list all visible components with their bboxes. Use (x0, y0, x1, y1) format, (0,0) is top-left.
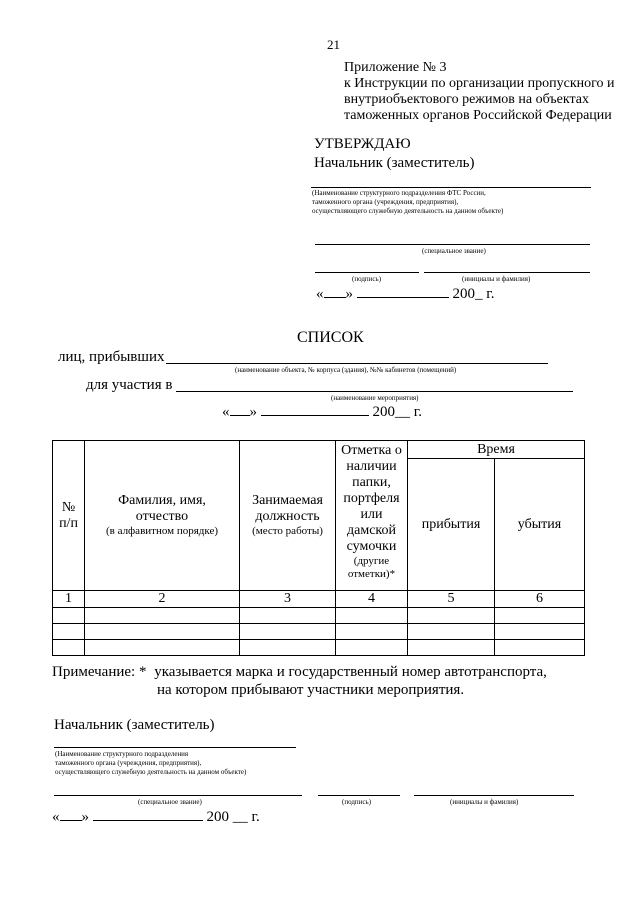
event-label: для участия в (86, 377, 173, 393)
footer-date: « » 200 __ г. (52, 809, 260, 825)
table-row (53, 640, 585, 656)
month-blank (357, 285, 449, 298)
org-line (311, 187, 591, 188)
org-hint (55, 750, 246, 777)
header-arrival: прибытия (408, 459, 495, 591)
header-time: Время (408, 441, 585, 459)
org-line (54, 747, 296, 748)
name-line (414, 795, 574, 796)
org-hint-line: осуществляющего служебную деятельность на данном объекте) (55, 768, 247, 776)
list-date: « » 200__ г. (222, 404, 422, 420)
object-line (166, 363, 548, 364)
name-hint: (инициалы и фамилия) (462, 275, 531, 283)
org-hint-line: (Наименование структурного подразделения (55, 750, 189, 758)
appendix-line: таможенных органов Российской Федерации (344, 108, 612, 123)
table-row (53, 591, 585, 608)
note-text: на котором прибывают участники мероприятия. (157, 682, 465, 698)
appendix-header (344, 60, 615, 124)
sign-hint: (подпись) (342, 798, 372, 806)
month-blank (93, 808, 203, 821)
table-row (53, 624, 585, 640)
header-name: Фамилия, имя, отчество (в алфавитном порядке) (85, 441, 240, 591)
sign-hint: (подпись) (352, 275, 382, 283)
col-number: 6 (495, 591, 585, 608)
note-label: Примечание: * (52, 664, 147, 680)
col-number: 3 (240, 591, 336, 608)
rank-line (54, 795, 302, 796)
org-hint-line: таможенного органа (учреждения, предприятия), (55, 759, 202, 767)
col-number: 1 (53, 591, 85, 608)
participants-table (52, 440, 585, 656)
approve-date: « » 200_ г. (316, 286, 495, 302)
header-mark: Отметка о наличии папки, портфеля или дамской сумочки (другие отметки)* (336, 441, 408, 591)
list-title: СПИСОК (297, 329, 364, 346)
object-hint: (наименование объекта, № корпуса (здания), №№ кабинетов (помещений) (235, 366, 457, 374)
event-hint: (наименование мероприятия) (331, 394, 419, 402)
page-number: 21 (327, 37, 340, 52)
rank-hint: (специальное звание) (422, 247, 486, 255)
event-line (176, 391, 573, 392)
note (52, 664, 547, 681)
header-departure: убытия (495, 459, 585, 591)
col-number: 4 (336, 591, 408, 608)
approve-title: УТВЕРЖДАЮ (314, 136, 411, 152)
table-row (53, 608, 585, 624)
sign-line (318, 795, 400, 796)
appendix-line: внутриобъектового режимов на объектах (344, 92, 589, 107)
org-hint-line: (Наименование структурного подразделения ФТС России, (312, 189, 486, 197)
month-blank (261, 403, 369, 416)
rank-line (315, 244, 590, 245)
name-hint: (инициалы и фамилия) (450, 798, 519, 806)
day-blank (324, 285, 346, 298)
rank-hint: (специальное звание) (138, 798, 202, 806)
col-number: 2 (85, 591, 240, 608)
day-blank (60, 808, 82, 821)
note-text: указывается марка и государственный номер автотранспорта, (154, 664, 547, 680)
appendix-line: Приложение № 3 (344, 60, 447, 75)
org-hint-line: осуществляющего служебную деятельность на данном объекте) (312, 207, 504, 215)
col-number: 5 (408, 591, 495, 608)
header-number: № п/п (53, 441, 85, 591)
appendix-line: к Инструкции по организации пропускного и (344, 76, 615, 91)
footer-position: Начальник (заместитель) (54, 717, 215, 733)
approve-position: Начальник (заместитель) (314, 155, 475, 171)
header-position: Занимаемая должность (место работы) (240, 441, 336, 591)
org-hint (312, 189, 503, 216)
org-hint-line: таможенного органа (учреждения, предприятия), (312, 198, 459, 206)
day-blank (230, 403, 250, 416)
persons-label: лиц, прибывших (58, 349, 165, 365)
sign-line (315, 272, 419, 273)
name-line (424, 272, 590, 273)
